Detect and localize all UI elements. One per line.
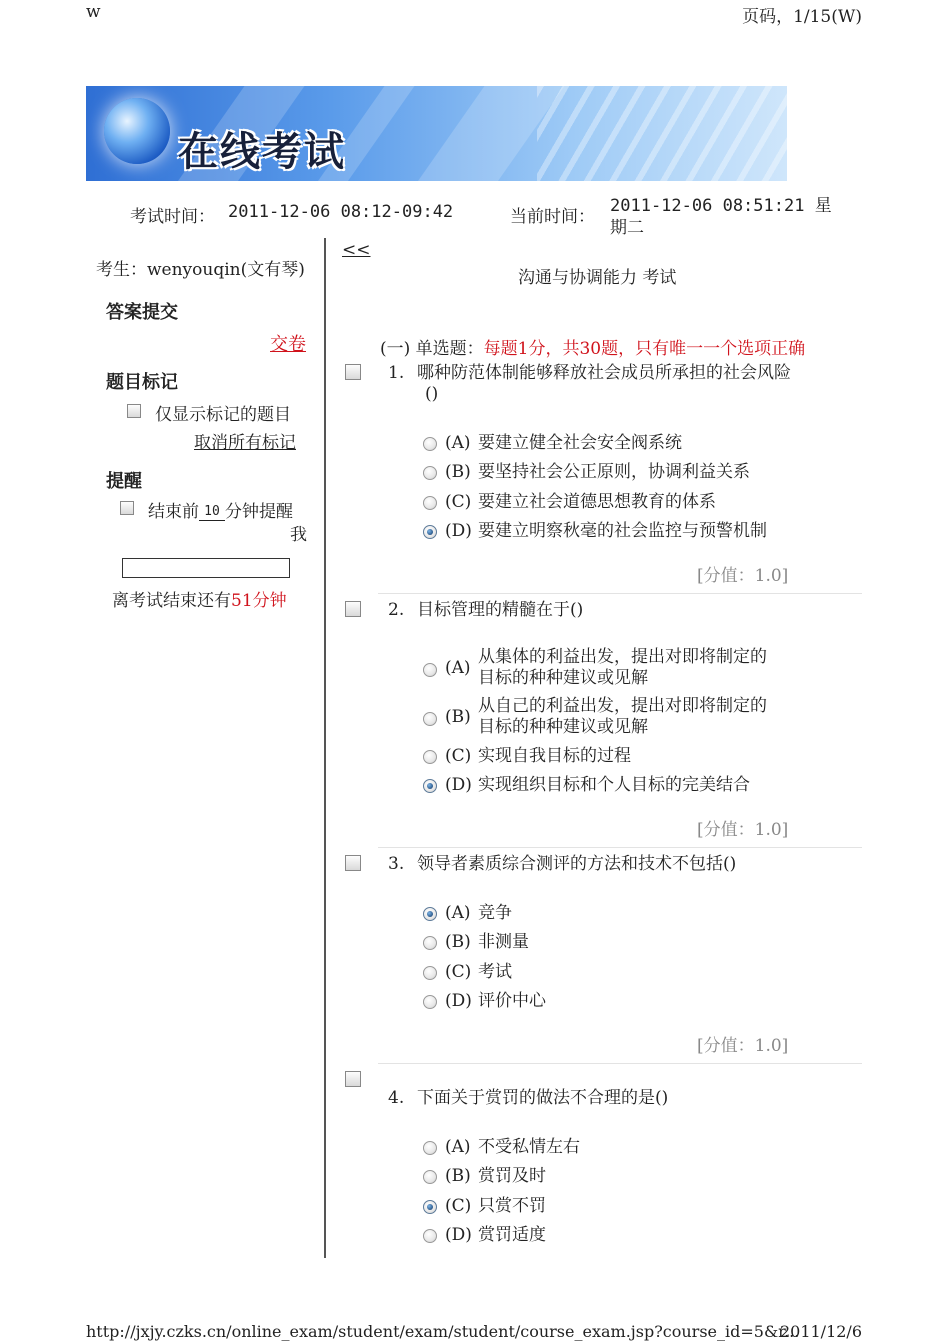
page-corner-label: w (86, 2, 101, 22)
radio-button[interactable] (423, 966, 437, 980)
radio-button[interactable] (423, 1229, 437, 1243)
remaining-value: 51分钟 (231, 591, 287, 611)
question-3-text: 领导者素质综合测评的方法和技术不包括() (417, 854, 737, 874)
radio-button[interactable] (423, 936, 437, 950)
reminder-before-text: 结束前 (148, 502, 199, 522)
question-2-number: 2. (388, 600, 405, 620)
option-text: 考试 (478, 962, 512, 982)
option-text: 竞争 (478, 903, 512, 923)
question-2-score: [分值：1.0] (697, 820, 789, 840)
option-tag: (B) (445, 707, 471, 727)
option-tag: (A) (445, 903, 471, 923)
reminder-checkbox[interactable] (120, 501, 134, 515)
keyboard-graphic (537, 86, 787, 181)
exam-title: 沟通与协调能力 考试 (518, 268, 677, 288)
reminder-after-text: 分钟提醒 (225, 502, 293, 522)
option-tag: (C) (445, 492, 472, 512)
option-tag: (B) (445, 932, 471, 952)
option-text-line2: 目标的种种建议或见解 (478, 668, 648, 688)
option-tag: (A) (445, 433, 471, 453)
question-3-score: [分值：1.0] (697, 1036, 789, 1056)
radio-button[interactable] (423, 750, 437, 764)
question-1-score: [分值：1.0] (697, 566, 789, 586)
question-separator (378, 1063, 862, 1064)
mark-section-title: 题目标记 (106, 372, 178, 393)
option-tag: (D) (445, 991, 472, 1011)
radio-button-selected[interactable] (423, 779, 437, 793)
exam-banner (86, 86, 787, 181)
exam-time-value: 2011-12-06 08:12-09:42 (228, 202, 454, 222)
option-text: 赏罚及时 (478, 1166, 546, 1186)
option-text: 要建立健全社会安全阀系统 (478, 433, 682, 453)
option-tag: (B) (445, 462, 471, 482)
radio-button[interactable] (423, 466, 437, 480)
reminder-display-box (122, 558, 290, 578)
radio-button[interactable] (423, 712, 437, 726)
option-tag: (A) (445, 1137, 471, 1157)
collapse-sidebar-button[interactable]: << (342, 240, 371, 260)
radio-button[interactable] (423, 1141, 437, 1155)
mark-question-3-checkbox[interactable] (345, 855, 361, 871)
panel-divider (324, 238, 326, 1258)
option-tag: (C) (445, 1196, 472, 1216)
page-indicator: 页码，1/15(W) (742, 7, 862, 27)
section-heading (380, 334, 805, 359)
option-text: 要坚持社会公正原则，协调利益关系 (478, 462, 750, 482)
question-3-number: 3. (388, 854, 405, 874)
question-separator (378, 847, 862, 848)
radio-button[interactable] (423, 496, 437, 510)
footer-date: 2011/12/6 (779, 1322, 862, 1341)
cancel-all-marks-link[interactable]: 取消所有标记 (194, 433, 296, 453)
radio-button-selected[interactable] (423, 907, 437, 921)
radio-button[interactable] (423, 663, 437, 677)
option-text: 从集体的利益出发，提出对即将制定的 (478, 647, 767, 667)
question-separator (378, 593, 862, 594)
show-marked-only-label: 仅显示标记的题目 (155, 405, 291, 425)
option-tag: (D) (445, 521, 472, 541)
radio-button-selected[interactable] (423, 525, 437, 539)
exam-time-label: 考试时间： (130, 207, 215, 227)
option-tag: (C) (445, 962, 472, 982)
examinee-name: 考生：wenyouqin(文有琴) (96, 260, 305, 280)
mark-question-4-checkbox[interactable] (345, 1071, 361, 1087)
section-rule: 每题1分，共30题，只有唯一一个选项正确 (483, 339, 806, 359)
radio-button[interactable] (423, 995, 437, 1009)
reminder-row (148, 497, 293, 522)
current-time-value-line2: 期二 (610, 218, 644, 238)
question-2-text: 目标管理的精髓在于() (417, 600, 584, 620)
radio-button[interactable] (423, 1170, 437, 1184)
globe-icon (104, 98, 170, 164)
option-text: 赏罚适度 (478, 1225, 546, 1245)
question-4-text: 下面关于赏罚的做法不合理的是() (417, 1088, 669, 1108)
banner-title: 在线考试 (178, 129, 346, 175)
section-prefix: (一) 单选题： (380, 339, 484, 359)
mark-question-2-checkbox[interactable] (345, 601, 361, 617)
option-text: 不受私情左右 (478, 1137, 580, 1157)
remaining-time (112, 586, 287, 611)
option-text: 实现自我目标的过程 (478, 746, 631, 766)
option-text: 要建立明察秋毫的社会监控与预警机制 (478, 521, 767, 541)
reminder-minutes-input[interactable]: 10 (199, 504, 225, 521)
option-tag: (D) (445, 1225, 472, 1245)
current-time-label: 当前时间： (510, 207, 595, 227)
question-1-text: 哪种防范体制能够释放社会成员所承担的社会风险 (417, 363, 791, 383)
current-time-value-line1: 2011-12-06 08:51:21 星 (610, 196, 832, 216)
option-tag: (D) (445, 775, 472, 795)
option-text: 非测量 (478, 932, 529, 952)
option-tag: (A) (445, 658, 471, 678)
option-text-line2: 目标的种种建议或见解 (478, 717, 648, 737)
option-text: 从自己的利益出发，提出对即将制定的 (478, 696, 767, 716)
option-tag: (B) (445, 1166, 471, 1186)
option-text: 评价中心 (478, 991, 546, 1011)
radio-button[interactable] (423, 437, 437, 451)
question-1-text-line2: () (425, 384, 439, 404)
remaining-prefix: 离考试结束还有 (112, 591, 231, 611)
submit-exam-link[interactable]: 交卷 (270, 334, 306, 355)
option-text: 要建立社会道德思想教育的体系 (478, 492, 716, 512)
reminder-section-title: 提醒 (106, 471, 142, 492)
option-tag: (C) (445, 746, 472, 766)
radio-button-selected[interactable] (423, 1200, 437, 1214)
question-4-number: 4. (388, 1088, 405, 1108)
submit-section-title: 答案提交 (106, 302, 178, 323)
mark-question-1-checkbox[interactable] (345, 364, 361, 380)
option-text: 只赏不罚 (478, 1196, 546, 1216)
footer-url: http://jxjy.czks.cn/online_exam/student/exam/student/course_exam.jsp?course_id=5&r... (86, 1322, 800, 1341)
option-text: 实现组织目标和个人目标的完美结合 (478, 775, 750, 795)
reminder-me-text: 我 (290, 525, 307, 545)
question-1-number: 1. (388, 363, 405, 383)
show-marked-only-checkbox[interactable] (127, 404, 141, 418)
